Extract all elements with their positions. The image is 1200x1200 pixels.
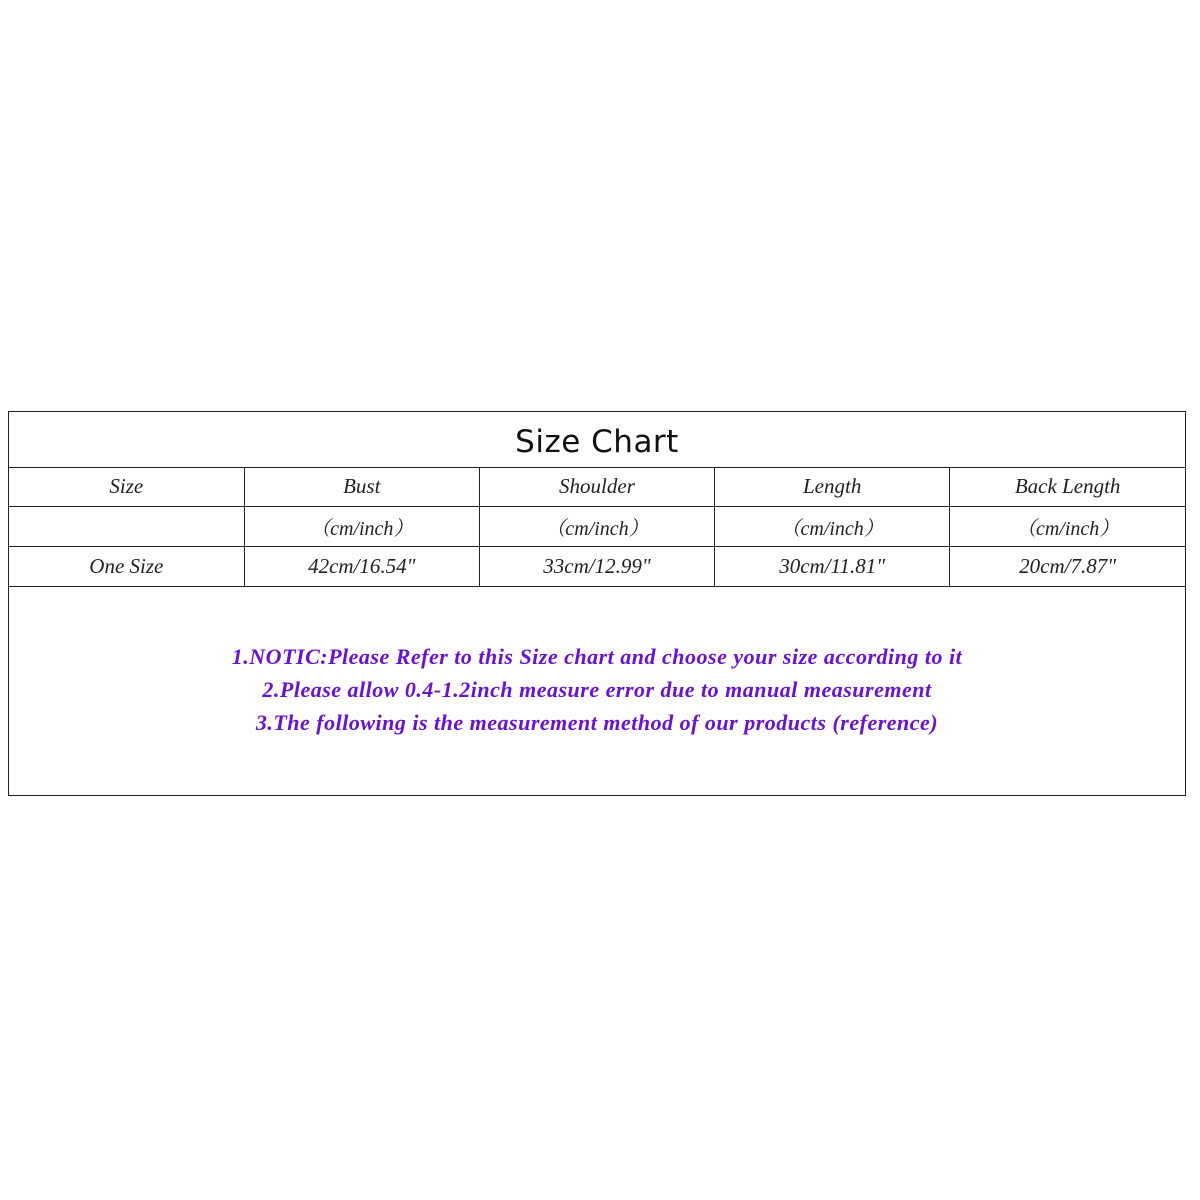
size-chart: [8, 411, 1186, 796]
header-shoulder: Shoulder: [479, 468, 714, 506]
unit-length: （cm/inch）: [715, 506, 950, 546]
unit-back-length: （cm/inch）: [950, 506, 1185, 546]
cell-size: One Size: [9, 546, 244, 586]
note-line: 1.NOTIC:Please Refer to this Size chart and choose your size according to it: [231, 643, 963, 669]
cell-shoulder: 33cm/12.99": [479, 546, 714, 586]
cell-bust: 42cm/16.54": [244, 546, 479, 586]
unit-bust: （cm/inch）: [244, 506, 479, 546]
unit-size: [9, 506, 244, 546]
header-back-length: Back Length: [950, 468, 1185, 506]
cell-back-length: 20cm/7.87": [950, 546, 1185, 586]
chart-title: Size Chart: [515, 423, 679, 460]
notes: [9, 587, 1185, 796]
header-length: Length: [715, 468, 950, 506]
size-table: [9, 468, 1185, 587]
header-size: Size: [9, 468, 244, 506]
unit-shoulder: （cm/inch）: [479, 506, 714, 546]
cell-length: 30cm/11.81": [715, 546, 950, 586]
header-row: [9, 468, 1185, 506]
title-row: [9, 412, 1185, 468]
header-bust: Bust: [244, 468, 479, 506]
unit-row: [9, 506, 1185, 546]
note-line: 2.Please allow 0.4-1.2inch measure error due to manual measurement: [262, 676, 932, 702]
table-row: [9, 546, 1185, 586]
note-line: 3.The following is the measurement method of our products (reference): [255, 709, 939, 735]
